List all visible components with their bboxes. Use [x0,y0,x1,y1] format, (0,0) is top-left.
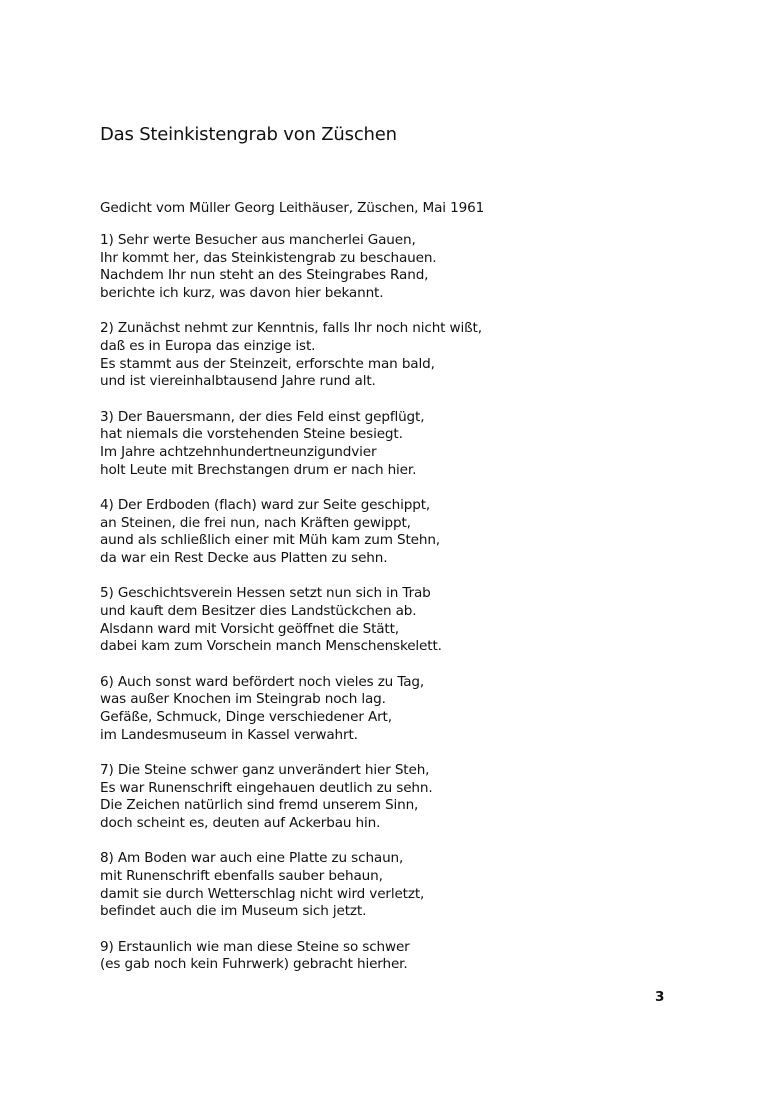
poem-body [100,232,700,991]
poem-line: doch scheint es, deuten auf Ackerbau hin. [100,814,381,831]
poem-line: dabei kam zum Vorschein manch Menschenskelett. [100,638,442,655]
poem-line: mit Runenschrift ebenfalls sauber behaun, [100,867,383,884]
poem-line: 3) Der Bauersmann, der dies Feld einst gepflügt, [100,408,425,425]
poem-line: und kauft dem Besitzer dies Landstückchen ab. [100,602,417,619]
poem-line: 8) Am Boden war auch eine Platte zu schaun, [100,850,404,867]
poem-line: an Steinen, die frei nun, nach Kräften gewippt, [100,514,411,531]
poem-line: was außer Knochen im Steingrab noch lag. [100,691,386,708]
poem-attribution: Gedicht vom Müller Georg Leithäuser, Züschen, Mai 1961 [100,200,485,216]
poem-line: Nachdem Ihr nun steht an des Steingrabes Rand, [100,267,429,284]
stanza-5 [100,585,700,656]
poem-line: holt Leute mit Brechstangen drum er nach hier. [100,461,417,478]
poem-line: 5) Geschichtsverein Hessen setzt nun sich in Trab [100,585,431,602]
poem-line: Alsdann ward mit Vorsicht geöffnet die Stätt, [100,620,399,637]
stanza-6 [100,674,700,745]
poem-line: da war ein Rest Decke aus Platten zu sehn. [100,550,388,567]
stanza-3 [100,409,700,480]
poem-line: 9) Erstaunlich wie man diese Steine so schwer [100,938,410,955]
stanza-2 [100,320,700,391]
poem-line: und ist viereinhalbtausend Jahre rund alt. [100,373,376,390]
poem-line: aund als schließlich einer mit Müh kam zum Stehn, [100,532,440,549]
page-number: 3 [655,989,665,1005]
poem-line: 2) Zunächst nehmt zur Kenntnis, falls Ihr noch nicht wißt, [100,320,482,337]
poem-line: 6) Auch sonst ward befördert noch vieles zu Tag, [100,673,425,690]
poem-line: 1) Sehr werte Besucher aus mancherlei Gauen, [100,232,416,248]
poem-line: Es war Runenschrift eingehauen deutlich zu sehn. [100,779,433,796]
poem-line: 4) Der Erdboden (flach) ward zur Seite geschippt, [100,496,431,513]
poem-line: Im Jahre achtzehnhundertneunzigundvier [100,444,377,461]
poem-line: 7) Die Steine schwer ganz unverändert hier Steh, [100,761,430,778]
stanza-7 [100,762,700,833]
poem-line: Gefäße, Schmuck, Dinge verschiedener Art, [100,708,392,725]
poem-line: damit sie durch Wetterschlag nicht wird verletzt, [100,885,425,902]
poem-line: im Landesmuseum in Kassel verwahrt. [100,726,358,743]
stanza-8 [100,850,700,921]
stanza-9 [100,939,700,974]
poem-line: daß es in Europa das einzige ist. [100,338,316,355]
stanza-1 [100,232,700,303]
poem-line: (es gab noch kein Fuhrwerk) gebracht hierher. [100,956,408,973]
page-title: Das Steinkistengrab von Züschen [100,124,397,145]
poem-line: Ihr kommt her, das Steinkistengrab zu beschauen. [100,249,437,266]
poem-line: befindet auch die im Museum sich jetzt. [100,903,367,920]
poem-line: hat niemals die vorstehenden Steine besiegt. [100,426,403,443]
poem-line: Es stammt aus der Steinzeit, erforschte man bald, [100,355,435,372]
poem-line: berichte ich kurz, was davon hier bekannt. [100,285,384,302]
stanza-4 [100,497,700,568]
poem-line: Die Zeichen natürlich sind fremd unserem Sinn, [100,797,419,814]
